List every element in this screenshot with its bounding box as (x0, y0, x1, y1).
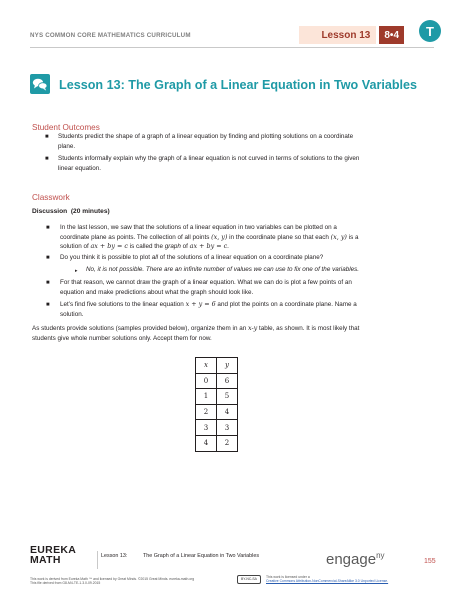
page-header (30, 26, 404, 44)
outcome-2 (58, 154, 359, 173)
table-row (196, 420, 238, 436)
discussion-time: (20 minutes) (70, 208, 110, 215)
discussion-point-4 (60, 300, 357, 319)
italic-run: all (151, 254, 159, 261)
page-number: 155 (424, 558, 436, 565)
table-cell: 3 (196, 420, 217, 436)
outcome-2-line-2: linear equation. (58, 164, 102, 172)
point-3-line-1: For that reason, we cannot draw the graph of a linear equation. What we can do is plot a few points of an (60, 279, 352, 286)
point-1-line-2 (60, 233, 358, 243)
table-header-y: y (217, 358, 238, 374)
bullet-icon: ■ (46, 302, 50, 308)
license-line-1: This work is licensed under a (266, 575, 310, 579)
discussion-answer: No, it is not possible. There are an infinite number of values we can use to fix one of the variables. (86, 266, 360, 273)
table-row (196, 404, 238, 420)
eureka-math-logo (30, 545, 76, 565)
point-4-line-2: solution. (60, 310, 84, 318)
table-cell: 2 (217, 435, 238, 451)
fine-print-line-1: This work is derived from Eureka Math ™ and licensed by Great Minds. ©2015 Great Minds. eureka-math.org (30, 577, 195, 581)
note-line-2: students give whole number solutions only. Accept them for now. (32, 334, 212, 342)
point-3-line-2: equation and make predictions about what the graph should look like. (60, 288, 254, 296)
discussion-point-3 (60, 278, 352, 297)
teacher-note (32, 324, 359, 343)
bullet-icon: ■ (46, 225, 50, 231)
point-4-line-1 (60, 300, 357, 310)
table-cell: 4 (217, 404, 238, 420)
engage-text: engage (326, 551, 377, 568)
bullet-icon: ■ (45, 156, 49, 162)
text-run: is a (346, 233, 359, 241)
table-row (196, 435, 238, 451)
text-run: Do you think it is possible to plot (60, 254, 152, 261)
text-run: in the coordinate plane so that each (227, 233, 331, 241)
text-run: and plot the points on a coordinate plane. Name a (215, 301, 357, 308)
footer-lesson-title: The Graph of a Linear Equation in Two Variables (143, 553, 260, 559)
outcome-2-line-1: Students informally explain why the graph of a linear equation is not curved in terms of solutions to the given (58, 155, 360, 162)
license-link[interactable]: Creative Commons Attribution-NonCommercial-ShareAlike 3.0 Unported License. (266, 579, 389, 584)
logo-line-1: EUREKA (30, 544, 77, 556)
xy-table (195, 357, 238, 452)
outcome-1-line-1: Students predict the shape of a graph of a linear equation by finding and plotting solutions on a coordinate (58, 133, 354, 140)
classwork-heading: Classwork (32, 193, 70, 202)
bullet-icon: ■ (46, 280, 50, 286)
text-run: of (180, 243, 190, 251)
table-row (196, 389, 238, 405)
derivation-note (30, 577, 194, 586)
bullet-icon: ■ (45, 134, 49, 140)
table-header-x: x (196, 358, 217, 374)
student-outcomes-heading: Student Outcomes (32, 123, 100, 132)
discussion-point-2 (60, 253, 323, 263)
italic-run: graph (164, 243, 181, 251)
text-run: is called the (128, 243, 165, 251)
text-run: of the solutions of a linear equation on a coordinate plane? (158, 254, 324, 261)
engage-sup: ny (376, 551, 385, 560)
point-1-line-3 (60, 242, 358, 252)
text-run: Let’s find five solutions to the linear equation (60, 301, 186, 308)
logo-line-2: MATH (30, 554, 61, 566)
table-cell: 3 (217, 420, 238, 436)
discussion-point-1 (60, 223, 358, 252)
text-run: solution of (60, 243, 91, 251)
teacher-badge: T (419, 20, 441, 42)
curriculum-name: NYS COMMON CORE MATHEMATICS CURRICULUM (30, 31, 191, 39)
table-row (196, 373, 238, 389)
outcome-1-line-2: plane. (58, 142, 76, 150)
table-cell: 4 (196, 435, 217, 451)
point-1-line-1: In the last lesson, we saw that the solutions of a linear equation in two variables can be plotted on a (60, 224, 337, 231)
lesson-title: Lesson 13: The Graph of a Linear Equation in Two Variables (59, 78, 418, 92)
text-run: coordinate plane as points. The collection of all points (60, 233, 212, 241)
lesson-tag (299, 26, 404, 44)
math-run: (x, y) (330, 232, 347, 241)
text-run: table, as shown. It is most likely that (257, 325, 360, 332)
text-run: As students provide solutions (samples provided below), organize them in an (32, 325, 248, 332)
discussion-label: Discussion (32, 208, 68, 215)
outcome-1 (58, 132, 353, 151)
footer-lesson: Lesson 13: (101, 553, 128, 559)
math-run: ax + by = c (90, 242, 128, 251)
table-cell: 6 (217, 373, 238, 389)
math-run: ax + by = c (189, 242, 228, 251)
math-run: (x, y) (211, 232, 228, 241)
math-run: x + y = 6 (185, 300, 216, 308)
lesson-label: Lesson 13 (299, 26, 376, 44)
header-divider (30, 47, 434, 48)
math-run: x-y (247, 324, 258, 332)
bullet-icon: ■ (46, 255, 50, 261)
sub-bullet-icon: ▸ (75, 268, 78, 274)
note-line-1 (32, 324, 359, 334)
text-run: . (227, 243, 229, 251)
table-cell: 0 (196, 373, 217, 389)
module-label: 8•4 (379, 26, 404, 44)
table-cell: 2 (196, 404, 217, 420)
table-cell: 1 (196, 389, 217, 405)
fine-print-line-2: This file derived from G8-M4-TE-1.3.0-09.2015 (30, 581, 101, 586)
table-cell: 5 (217, 389, 238, 405)
engage-ny-logo (326, 551, 385, 568)
cc-license-badge: BY-NC-SA (237, 575, 261, 584)
discussion-icon (30, 74, 50, 94)
table-header-row (196, 358, 238, 374)
license-note (266, 575, 388, 584)
footer-divider (97, 551, 98, 569)
discussion-heading (32, 207, 110, 217)
